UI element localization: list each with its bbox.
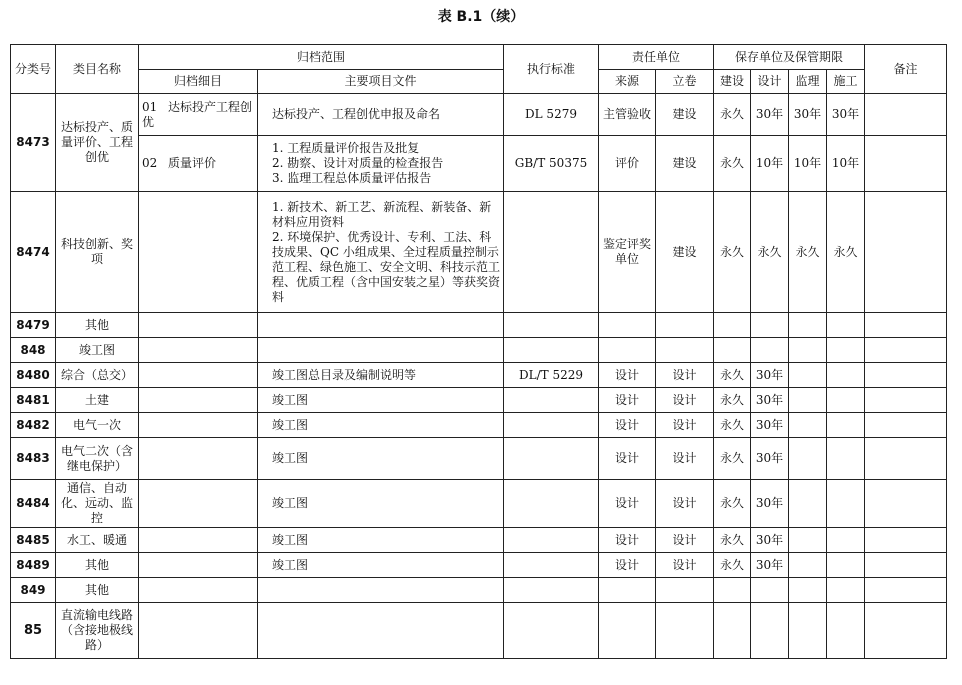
ret-supervise — [789, 603, 827, 659]
table-row — [11, 192, 947, 313]
ret-build: 永久 — [714, 192, 751, 313]
header-standard: 执行标准 — [504, 45, 599, 94]
table-row — [11, 363, 947, 388]
ret-supervise — [789, 388, 827, 413]
ret-supervise: 30年 — [789, 94, 827, 136]
table-row — [11, 578, 947, 603]
source: 设计 — [599, 553, 656, 578]
ret-construct: 永久 — [827, 192, 865, 313]
ret-build: 永久 — [714, 480, 751, 528]
standard: DL 5279 — [504, 94, 599, 136]
ret-construct: 30年 — [827, 94, 865, 136]
scope-docs: 竣工图 — [258, 528, 504, 553]
row-name: 直流输电线路（含接地极线路） — [56, 603, 139, 659]
detail-code: 02 — [142, 156, 158, 170]
ret-construct — [827, 528, 865, 553]
row-code: 8485 — [11, 528, 56, 553]
row-name: 电气一次 — [56, 413, 139, 438]
ret-supervise: 永久 — [789, 192, 827, 313]
scope-detail — [139, 603, 258, 659]
ret-supervise — [789, 338, 827, 363]
table-row — [11, 136, 947, 192]
source: 设计 — [599, 363, 656, 388]
table-row — [11, 388, 947, 413]
standard — [504, 313, 599, 338]
filing: 设计 — [656, 388, 714, 413]
filing: 建设 — [656, 192, 714, 313]
scope-detail — [139, 438, 258, 480]
detail-code: 01 — [142, 99, 158, 114]
ret-design: 30年 — [751, 480, 789, 528]
ret-construct — [827, 413, 865, 438]
header-scope-docs: 主要项目文件 — [258, 70, 504, 94]
scope-docs: 竣工图 — [258, 553, 504, 578]
filing: 设计 — [656, 363, 714, 388]
ret-build — [714, 338, 751, 363]
notes — [865, 192, 947, 313]
doc-line: 1. 工程质量评价报告及批复 — [272, 141, 420, 155]
row-code: 85 — [11, 603, 56, 659]
source: 主管验收 — [599, 94, 656, 136]
source: 设计 — [599, 438, 656, 480]
standard — [504, 438, 599, 480]
table-row — [11, 438, 947, 480]
table-row — [11, 313, 947, 338]
filing: 设计 — [656, 553, 714, 578]
ret-build: 永久 — [714, 136, 751, 192]
scope-docs — [258, 578, 504, 603]
notes — [865, 438, 947, 480]
doc-line: 2. 勘察、设计对质量的检查报告 — [272, 156, 444, 170]
ret-build: 永久 — [714, 438, 751, 480]
row-name: 其他 — [56, 313, 139, 338]
standard — [504, 338, 599, 363]
row-name: 其他 — [56, 553, 139, 578]
ret-supervise — [789, 480, 827, 528]
filing: 建设 — [656, 136, 714, 192]
detail-text: 达标投产工程创优 — [142, 99, 253, 129]
ret-design: 30年 — [751, 438, 789, 480]
source: 设计 — [599, 388, 656, 413]
header-filing: 立卷 — [656, 70, 714, 94]
header-scope-detail: 归档细目 — [139, 70, 258, 94]
ret-supervise — [789, 528, 827, 553]
table-title: 表 B.1（续） — [437, 9, 525, 25]
scope-detail — [139, 313, 258, 338]
header-notes: 备注 — [865, 45, 947, 94]
notes — [865, 136, 947, 192]
table-row — [11, 603, 947, 659]
row-name: 科技创新、奖项 — [56, 192, 139, 313]
ret-construct — [827, 480, 865, 528]
source: 设计 — [599, 413, 656, 438]
row-code: 8480 — [11, 363, 56, 388]
row-code: 8489 — [11, 553, 56, 578]
notes — [865, 313, 947, 338]
ret-supervise — [789, 363, 827, 388]
ret-design: 30年 — [751, 528, 789, 553]
standard: GB/T 50375 — [504, 136, 599, 192]
notes — [865, 578, 947, 603]
row-code: 8479 — [11, 313, 56, 338]
row-code: 848 — [11, 338, 56, 363]
scope-docs — [258, 313, 504, 338]
ret-construct: 10年 — [827, 136, 865, 192]
scope-detail — [139, 528, 258, 553]
header-code: 分类号 — [11, 45, 56, 94]
ret-construct — [827, 553, 865, 578]
notes — [865, 388, 947, 413]
header-ret-build: 建设 — [714, 70, 751, 94]
standard — [504, 413, 599, 438]
ret-build: 永久 — [714, 553, 751, 578]
ret-build: 永久 — [714, 528, 751, 553]
ret-supervise — [789, 413, 827, 438]
ret-design: 永久 — [751, 192, 789, 313]
source: 评价 — [599, 136, 656, 192]
ret-design: 30年 — [751, 413, 789, 438]
scope-detail — [139, 338, 258, 363]
ret-construct — [827, 313, 865, 338]
row-code: 8481 — [11, 388, 56, 413]
ret-build: 永久 — [714, 388, 751, 413]
notes — [865, 480, 947, 528]
scope-detail — [139, 578, 258, 603]
scope-detail — [139, 363, 258, 388]
standard — [504, 528, 599, 553]
row-name: 竣工图 — [56, 338, 139, 363]
row-name: 综合（总交） — [56, 363, 139, 388]
header-ret-construct: 施工 — [827, 70, 865, 94]
ret-build — [714, 578, 751, 603]
filing — [656, 578, 714, 603]
row-code: 8482 — [11, 413, 56, 438]
ret-design: 10年 — [751, 136, 789, 192]
scope-docs: 竣工图总目录及编制说明等 — [258, 363, 504, 388]
header-row-2 — [11, 70, 947, 94]
header-source: 来源 — [599, 70, 656, 94]
filing: 设计 — [656, 438, 714, 480]
archive-table — [10, 44, 947, 659]
standard — [504, 578, 599, 603]
source — [599, 338, 656, 363]
ret-build: 永久 — [714, 94, 751, 136]
ret-supervise — [789, 313, 827, 338]
scope-detail — [139, 94, 258, 136]
notes — [865, 94, 947, 136]
detail-text: 质量评价 — [168, 156, 217, 170]
scope-docs — [258, 603, 504, 659]
doc-line: 3. 监理工程总体质量评估报告 — [272, 171, 432, 185]
table-row — [11, 528, 947, 553]
table-row — [11, 338, 947, 363]
scope-docs: 竣工图 — [258, 438, 504, 480]
scope-docs — [258, 136, 504, 192]
ret-build: 永久 — [714, 363, 751, 388]
ret-design: 30年 — [751, 94, 789, 136]
row-name: 其他 — [56, 578, 139, 603]
notes — [865, 338, 947, 363]
notes — [865, 553, 947, 578]
header-scope: 归档范围 — [139, 45, 504, 70]
row-code: 8473 — [11, 94, 56, 192]
source: 鉴定评奖单位 — [599, 192, 656, 313]
table-row — [11, 480, 947, 528]
scope-detail — [139, 553, 258, 578]
ret-construct — [827, 578, 865, 603]
row-name: 电气二次（含继电保护） — [56, 438, 139, 480]
header-responsible: 责任单位 — [599, 45, 714, 70]
table-row — [11, 94, 947, 136]
ret-supervise — [789, 578, 827, 603]
scope-docs: 竣工图 — [258, 388, 504, 413]
scope-detail — [139, 480, 258, 528]
ret-construct — [827, 603, 865, 659]
scope-docs — [258, 338, 504, 363]
standard — [504, 192, 599, 313]
ret-design: 30年 — [751, 553, 789, 578]
ret-construct — [827, 363, 865, 388]
source — [599, 313, 656, 338]
standard — [504, 603, 599, 659]
scope-detail — [139, 136, 258, 192]
row-name: 水工、暖通 — [56, 528, 139, 553]
notes — [865, 603, 947, 659]
doc-line: 1. 新技术、新工艺、新流程、新装备、新材料应用资料 — [272, 199, 492, 229]
scope-detail — [139, 388, 258, 413]
scope-docs: 达标投产、工程创优申报及命名 — [258, 94, 504, 136]
filing — [656, 603, 714, 659]
table-row — [11, 413, 947, 438]
filing: 设计 — [656, 480, 714, 528]
header-name: 类目名称 — [56, 45, 139, 94]
notes — [865, 413, 947, 438]
ret-design — [751, 578, 789, 603]
ret-construct — [827, 388, 865, 413]
scope-docs — [258, 192, 504, 313]
source — [599, 578, 656, 603]
filing: 建设 — [656, 94, 714, 136]
row-code: 849 — [11, 578, 56, 603]
ret-design: 30年 — [751, 388, 789, 413]
ret-construct — [827, 438, 865, 480]
ret-supervise: 10年 — [789, 136, 827, 192]
row-code: 8483 — [11, 438, 56, 480]
filing: 设计 — [656, 528, 714, 553]
header-ret-design: 设计 — [751, 70, 789, 94]
ret-design — [751, 313, 789, 338]
scope-docs: 竣工图 — [258, 413, 504, 438]
standard — [504, 480, 599, 528]
standard — [504, 553, 599, 578]
header-row-1 — [11, 45, 947, 70]
header-ret-supervise: 监理 — [789, 70, 827, 94]
ret-build: 永久 — [714, 413, 751, 438]
row-name: 通信、自动化、远动、监控 — [56, 480, 139, 528]
header-retention: 保存单位及保管期限 — [714, 45, 865, 70]
row-code: 8484 — [11, 480, 56, 528]
scope-detail — [139, 192, 258, 313]
filing — [656, 313, 714, 338]
source: 设计 — [599, 528, 656, 553]
ret-design — [751, 603, 789, 659]
row-name: 土建 — [56, 388, 139, 413]
standard — [504, 388, 599, 413]
source: 设计 — [599, 480, 656, 528]
ret-design: 30年 — [751, 363, 789, 388]
doc-line: 2. 环境保护、优秀设计、专利、工法、科技成果、QC 小组成果、全过程质量控制示范工程、绿色施工、安全文明、科技示范工程、优质工程（含中国安装之星）等获奖资料 — [272, 229, 501, 304]
ret-design — [751, 338, 789, 363]
filing: 设计 — [656, 413, 714, 438]
ret-build — [714, 313, 751, 338]
ret-supervise — [789, 438, 827, 480]
standard: DL/T 5229 — [504, 363, 599, 388]
ret-supervise — [789, 553, 827, 578]
scope-docs: 竣工图 — [258, 480, 504, 528]
notes — [865, 363, 947, 388]
filing — [656, 338, 714, 363]
ret-construct — [827, 338, 865, 363]
ret-build — [714, 603, 751, 659]
notes — [865, 528, 947, 553]
scope-detail — [139, 413, 258, 438]
row-name: 达标投产、质量评价、工程创优 — [56, 94, 139, 192]
table-row — [11, 553, 947, 578]
row-code: 8474 — [11, 192, 56, 313]
source — [599, 603, 656, 659]
